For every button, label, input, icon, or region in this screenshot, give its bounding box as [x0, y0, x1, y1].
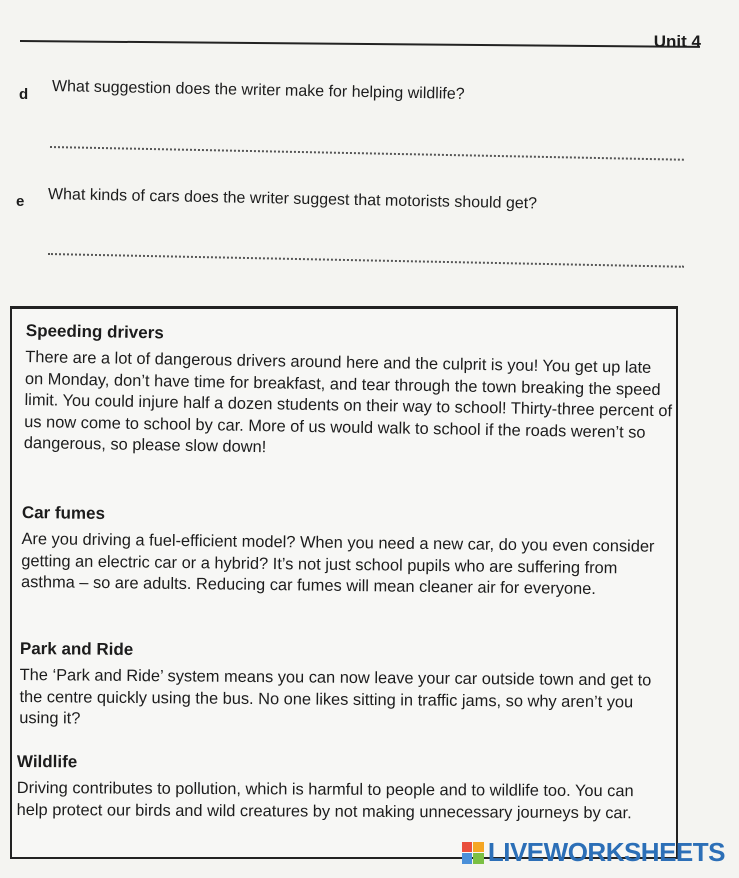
section-heading: Wildlife	[16, 752, 78, 772]
section-wildlife	[17, 752, 665, 824]
section-car-fumes	[21, 503, 670, 601]
liveworksheets-logo-icon	[462, 842, 484, 864]
section-body: Driving contributes to pollution, which is harmful to people and to wildlife too. You can help protect our birds and wild creatures by not making unnecessary journeys by car.	[16, 778, 634, 822]
question-d-letter: d	[19, 86, 29, 103]
answer-line-e[interactable]	[48, 253, 684, 268]
liveworksheets-watermark	[462, 837, 725, 868]
section-speeding-drivers	[24, 321, 674, 466]
section-body: The ‘Park and Ride’ system means you can now leave your car outside town and get to the centre quickly using the bus. No one likes sitting in traffic jams, so why aren’t you using it?	[19, 665, 652, 728]
top-rule	[20, 40, 700, 48]
section-park-and-ride	[19, 639, 668, 735]
answer-line-d[interactable]	[50, 146, 684, 161]
section-heading: Speeding drivers	[25, 321, 164, 343]
unit-label: Unit 4	[653, 32, 701, 51]
reading-passage-box	[10, 306, 678, 859]
question-e-text: What kinds of cars does the writer suggest that motorists should get?	[47, 186, 538, 213]
question-e-letter: e	[16, 193, 25, 210]
section-heading: Car fumes	[21, 503, 106, 524]
section-heading: Park and Ride	[19, 639, 134, 659]
section-body: There are a lot of dangerous drivers around here and the culprit is you! You get up late on Monday, don’t have time for breakfast, and tear through the town breaking the speed limit. You could injure half a dozen students on their way to school! Thirty-three percent of us now come to school by car. More of us would walk to school if the roads weren’t so dangerous, so please slow down!	[23, 347, 673, 457]
watermark-text: LIVEWORKSHEETS	[487, 837, 725, 867]
section-body: Are you driving a fuel-efficient model? When you need a new car, do you even consider getting an electric car or a hybrid? It’s not just school pupils who are suffering from asthma – so are adults. Reducing car fumes will mean cleaner air for everyone.	[20, 529, 655, 599]
question-d-text: What suggestion does the writer make for helping wildlife?	[51, 78, 465, 103]
